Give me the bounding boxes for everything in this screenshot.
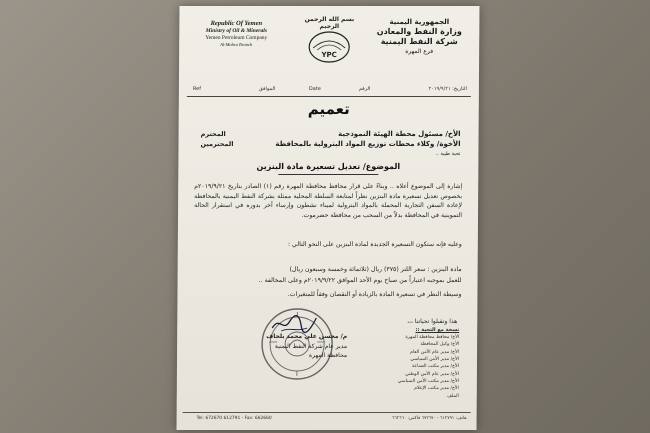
letterhead-ar-country: الجمهورية اليمنية [389, 18, 450, 26]
paragraph-new-price: وعليه فإنه ستكون التسعيرة الجديدة لمادة البنزين على النحو التالي : [287, 241, 462, 248]
greeting: تحية طيبة .. [435, 151, 461, 157]
date-value: التاريخ: ٢٠١٩/٩/٢١ [428, 86, 467, 92]
copy-item: الملف [447, 393, 459, 399]
copy-item: الأخ/ مدير مكتب الأمن السياسي [397, 379, 459, 385]
copy-item: الأخ/ مدير عام الأمن الوطني [405, 371, 459, 377]
footer [183, 416, 471, 426]
letterhead-ar-company: شركة النفط اليمنية [380, 37, 458, 47]
document-title: تعميم [307, 100, 350, 118]
letterhead-ar-branch: فرع المهرة [405, 47, 434, 55]
letterhead-country: Republic Of Yemen [210, 20, 263, 27]
number-label: الرقم [358, 86, 371, 92]
paragraph-effective: للعمل بموجبه اعتباراً من صباح يوم الأحد الموافق ٢٠١٩/٩/٢٢م وعلى المخالفة .. [258, 277, 462, 284]
signatory-name: م/ محسن علي محمد بلحاف [266, 333, 348, 340]
copy-item: الأخ/ محافظ محافظة المهرة [405, 335, 460, 340]
paragraph-review: وسيطة النظر في تسعيرة المادة بالزيادة أو النقصان وفقاً للمتغيرات. [287, 291, 462, 298]
signatory-title: مدير عام شركة النفط اليمنية [274, 343, 348, 350]
ref-label: Ref [192, 86, 202, 92]
letterhead-company: Yemen Petroleum Company [205, 35, 268, 41]
date-en-label: Date [308, 86, 321, 92]
subject-line: الموضوع/ تعديل تسعيرة مادة البنزين [256, 162, 401, 171]
company-logo [307, 30, 351, 64]
closing-line: هذا وتقبلوا تحياتنا ،،، [407, 318, 458, 325]
letterhead-ar-ministry: وزارة النفط والمعادن [376, 27, 462, 37]
copy-item: الأخ/ مدير مكتب الصناعة [411, 364, 459, 370]
copies-list [359, 326, 460, 400]
svg-text:YPC: YPC [321, 51, 337, 59]
footer-contact-ar: هاتف: ٦١٢٧٩١ - ٦٧٢٦٧٠ فاكس: ٦٦٢٦٦٠ [392, 416, 467, 421]
footer-contact-en: Tel: 672670 612791 - Fax: 662660 [196, 416, 272, 421]
arabic-letterhead [369, 18, 469, 56]
logo-calligraphy: بسم الله الرحمن الرحيم [304, 16, 355, 30]
english-letterhead [191, 20, 281, 48]
signatory-location: محافظة المهرة [309, 352, 348, 359]
footer-divider [183, 412, 471, 413]
paragraph-intro: إشارة إلى الموضوع أعلاه .. وبناءً على قرار محافظ محافظة المهرة رقم (١) الصادر بتاريخ ٢٠١٩/٩/٢١م بخصوص تعديل تسعيرة مادة البنزين نظراً لمتابعة السلطة المحلية ممثلة بشركة النفط اليمنية بالمحافظة لإعادة السفن التجارية المحملة بالمواد البترولية لميناء نشطون وإرساء آخر بدوره في استقرار الحالة التموينية في المحافظة بدلاً من السحب من محافظة حضرموت. [194, 183, 463, 219]
letterhead-branch: Al-Mahra Branch [220, 41, 253, 47]
ref-corresponding: الموافق [258, 86, 276, 92]
header-divider [187, 96, 471, 97]
copy-item: الأخ/ مدير عام الأمن العام [410, 349, 460, 355]
addressee-2: الأخوة/ وكلاء محطات توزيع المواد البترولية بالمحافظة [275, 140, 461, 148]
document-page [177, 6, 480, 430]
letterhead-ministry: Ministry of Oil & Minerals [205, 28, 267, 35]
reference-row [189, 86, 469, 96]
honorific-1: المحترم [200, 130, 226, 138]
paragraph-price-item: مادة البنزين : سعر اللتر (٣٧٥) ريال (ثلاثمائة وخمسة وسبعون ريال) [289, 266, 462, 273]
copy-item: الأخ/ وكيل المحافظة [420, 342, 460, 348]
copy-item: الأخ/ مدير مكتب الإعلام [414, 386, 459, 392]
honorific-2: المحترمين [200, 140, 234, 148]
copies-heading: نسخة مع التحية :: [415, 327, 460, 333]
addressee-1: الأخ/ مسئول محطة الهيئة النموذجية [338, 130, 461, 138]
copy-item: الأخ/ مدير الأمن السياسي [410, 357, 460, 363]
subject-underline [278, 174, 378, 175]
